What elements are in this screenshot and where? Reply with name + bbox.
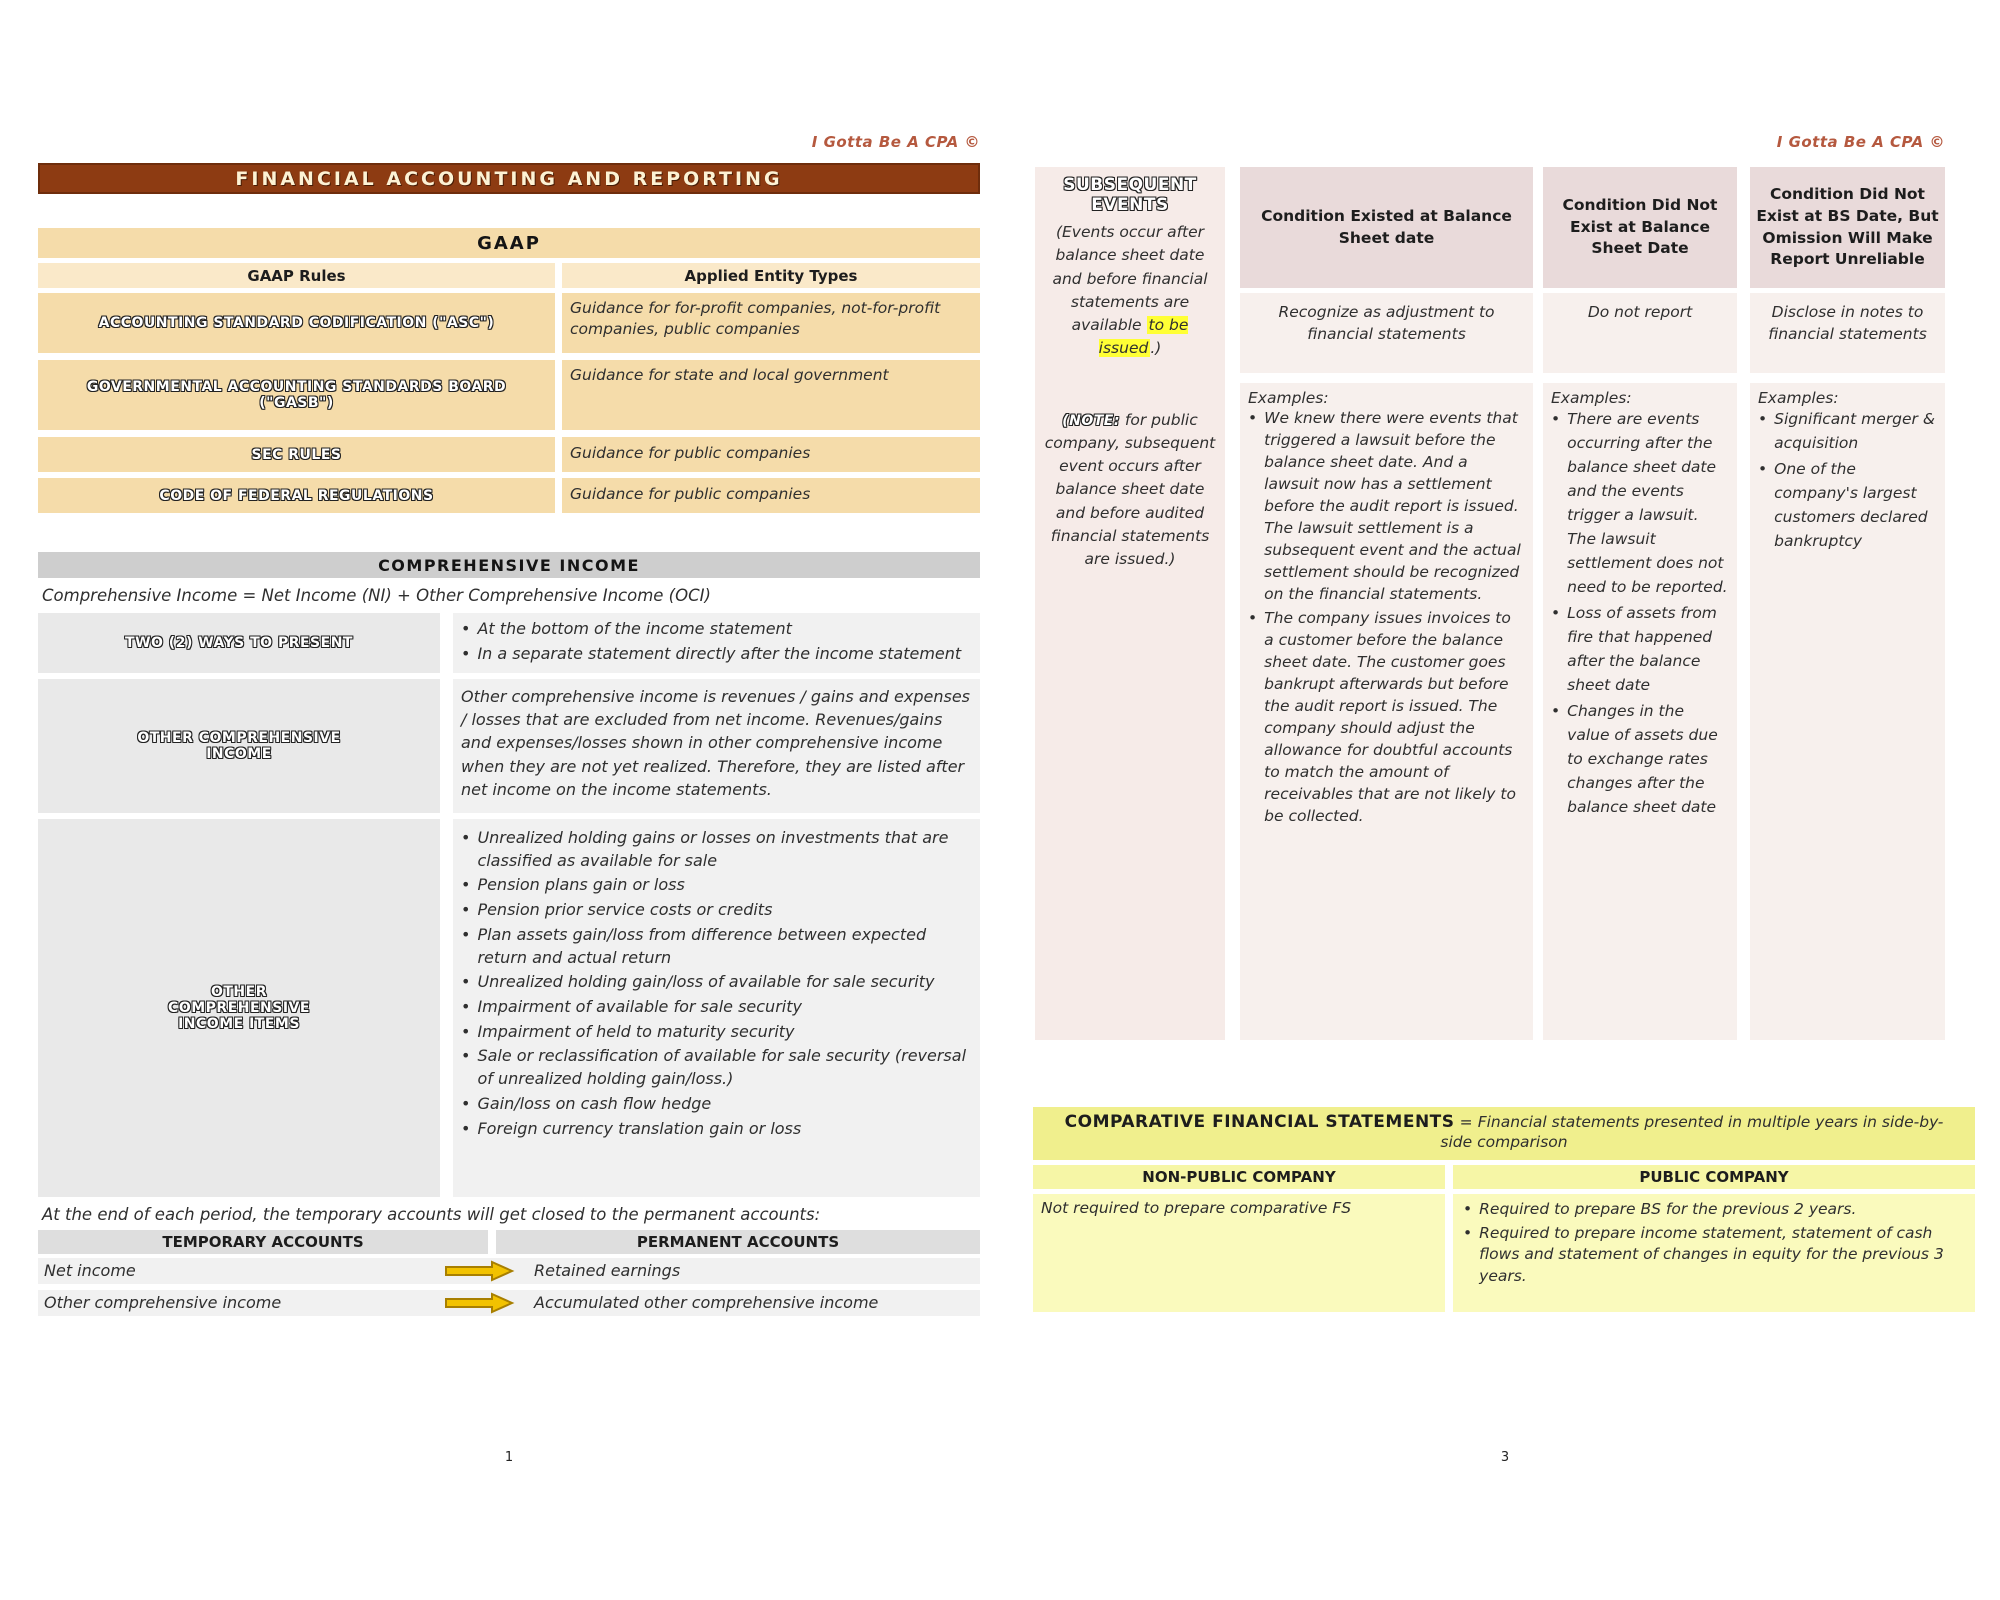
col-omission-header: Condition Did Not Exist at BS Date, But Omission Will Make Report Unreliable <box>1750 167 1945 288</box>
subsequent-events-note: (NOTE: for public company, subsequent event occurs after balance sheet date and before audited financial statements are issued.) <box>1044 410 1216 568</box>
equals-sign: = <box>1459 1113 1473 1131</box>
gaap-rule: ACCOUNTING STANDARD CODIFICATION ("ASC") <box>38 293 555 353</box>
subsequent-events-title: SUBSEQUENT EVENTS <box>1063 175 1197 215</box>
permanent-account: Retained earnings <box>534 1261 681 1280</box>
subsequent-events-intro: (Events occur after balance sheet date and before financial statements are available to be issued .) <box>1052 223 1208 358</box>
examples-list: • There are events occurring after the balance sheet date and the events trigger a lawsuit. The lawsuit settlement does not need to be reported. • Loss of assets from fire that happened after the balance sheet date • Changes in the value of assets due to exchange rates changes after the balance sheet date <box>1551 410 1728 817</box>
oci-label: OTHER COMPREHENSIVE INCOME <box>38 679 440 813</box>
ways-to-present-bullets: • At the bottom of the income statement • In a separate statement directly after the income statement <box>453 613 980 673</box>
gaap-entity: Guidance for for-profit companies, not-for-profit companies, public companies <box>562 293 980 353</box>
page-number-left: 1 <box>504 1450 514 1465</box>
nonpublic-company-header: NON-PUBLIC COMPANY <box>1033 1165 1445 1189</box>
comparative-title-cell <box>1033 1107 1975 1160</box>
public-company-cell: • Required to prepare BS for the previous 2 years. • Required to prepare income statement, statement of cash flows and statement of changes in equity for the previous 3 years. <box>1453 1194 1975 1312</box>
comprehensive-income-formula: Comprehensive Income = Net Income (NI) + Other Comprehensive Income (OCI) <box>42 586 711 605</box>
col-existed-action: Recognize as adjustment to financial statements <box>1240 293 1533 373</box>
ways-to-present-label: TWO (2) WAYS TO PRESENT <box>38 613 440 673</box>
subsequent-events-intro-cell <box>1035 167 1225 1040</box>
examples-list: • We knew there were events that triggered a lawsuit before the balance sheet date. And a lawsuit now has a settlement before the audit report is issued. The lawsuit settlement is a subsequent event and the actual settlement should be recognized on the financial statements. • The company issues invoices to a customer before the balance sheet date. The customer goes bankrupt afterwards but before the audit report is issued. The company should adjust the allowance for doubtful accounts to match the amount of receivables that are not likely to be collected. <box>1248 409 1521 825</box>
gaap-rule: CODE OF FEDERAL REGULATIONS <box>38 478 555 513</box>
closing-note: At the end of each period, the temporary accounts will get closed to the permanent accounts: <box>42 1205 821 1224</box>
comprehensive-income-header: COMPREHENSIVE INCOME <box>38 552 980 578</box>
account-row <box>38 1258 980 1284</box>
col-not-exist-action: Do not report <box>1543 293 1737 373</box>
examples-label: Examples: <box>1758 389 1839 407</box>
col-not-exist-examples-cell <box>1543 383 1737 1040</box>
oci-items-label: OTHER COMPREHENSIVE INCOME ITEMS <box>38 819 440 1197</box>
examples-label: Examples: <box>1551 389 1632 407</box>
gaap-entity: Guidance for public companies <box>562 478 980 513</box>
temporary-account: Other comprehensive income <box>44 1293 282 1312</box>
page-title-label: FINANCIAL ACCOUNTING AND REPORTING <box>235 167 783 190</box>
col-omission-action: Disclose in notes to financial statements <box>1750 293 1945 373</box>
col-omission-examples-cell <box>1750 383 1945 1040</box>
nonpublic-company-cell: Not required to prepare comparative FS <box>1033 1194 1445 1312</box>
col-not-exist-header: Condition Did Not Exist at Balance Sheet Date <box>1543 167 1737 288</box>
gaap-header: GAAP <box>38 228 980 258</box>
gaap-col-entities: Applied Entity Types <box>562 263 980 288</box>
gaap-entity: Guidance for state and local government <box>562 360 980 430</box>
permanent-accounts-header: PERMANENT ACCOUNTS <box>496 1230 980 1254</box>
highlighted-text: to be issued <box>1098 316 1189 358</box>
examples-label: Examples: <box>1248 389 1329 407</box>
gaap-rule: SEC RULES <box>38 437 555 472</box>
arrow-right-icon <box>443 1260 515 1282</box>
account-row <box>38 1290 980 1316</box>
arrow-right-icon <box>443 1292 515 1314</box>
temporary-account: Net income <box>44 1261 136 1280</box>
gaap-col-rules: GAAP Rules <box>38 263 555 288</box>
page-number-right: 3 <box>1500 1450 1510 1465</box>
brand-left: I Gotta Be A CPA © <box>811 133 980 151</box>
permanent-account: Accumulated other comprehensive income <box>534 1293 879 1312</box>
note-label: (NOTE: <box>1062 412 1120 429</box>
comparative-title: COMPARATIVE FINANCIAL STATEMENTS <box>1064 1112 1455 1132</box>
comparative-definition: Financial statements presented in multiple years in side-by-side comparison <box>1440 1113 1944 1151</box>
brand-right: I Gotta Be A CPA © <box>1776 133 1945 151</box>
public-company-header: PUBLIC COMPANY <box>1453 1165 1975 1189</box>
temporary-accounts-header: TEMPORARY ACCOUNTS <box>38 1230 488 1254</box>
col-existed-header: Condition Existed at Balance Sheet date <box>1240 167 1533 288</box>
page-title <box>38 163 980 194</box>
oci-items-list: • Unrealized holding gains or losses on investments that are classified as available for sale • Pension plans gain or loss • Pension prior service costs or credits • Plan assets gain/loss from difference between expected return and actual return • Unrealized holding gain/loss of available for sale security • Impairment of available for sale security • Impairment of held to maturity security • Sale or reclassification of available for sale security (reversal of unrealized holding gain/loss.) • Gain/loss on cash flow hedge • Foreign currency translation gain or loss <box>453 819 980 1197</box>
gaap-rule: GOVERNMENTAL ACCOUNTING STANDARDS BOARD ("GASB") <box>38 360 555 430</box>
oci-text: Other comprehensive income is revenues / gains and expenses / losses that are excluded from net income. Revenues/gains and expenses/losses shown in other comprehensive income when they are not yet realized. Therefore, they are listed after net income on the income statements. <box>453 679 980 813</box>
examples-list: • Significant merger & acquisition • One of the company's largest customers declared bankruptcy <box>1758 410 1935 551</box>
col-existed-examples-cell <box>1240 383 1533 1040</box>
gaap-entity: Guidance for public companies <box>562 437 980 472</box>
